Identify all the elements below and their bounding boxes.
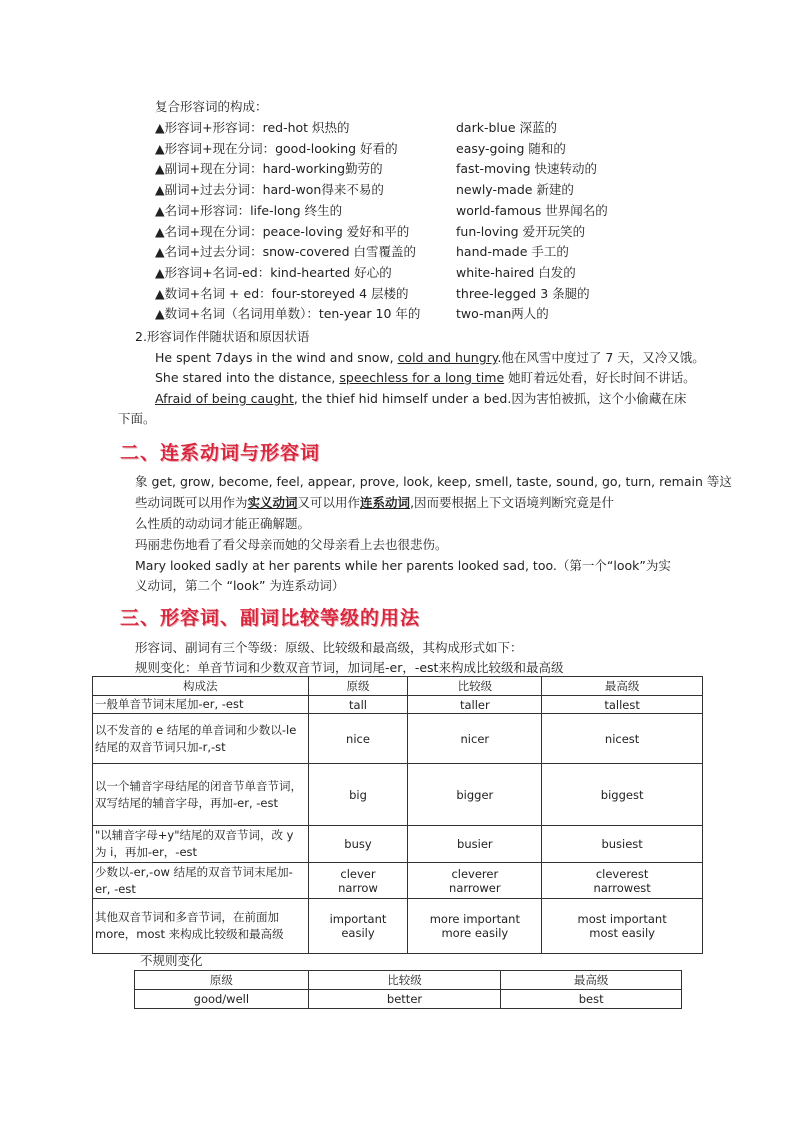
cell-rule: 其他双音节词和多音节词，在前面加 more，most 来构成比较级和最高级 (93, 899, 309, 954)
irr-cell-pos: good/well (135, 990, 309, 1009)
compound-right: white-haired 白发的 (456, 264, 576, 280)
compound-left: ▲副词+过去分词：hard-won得来不易的 (155, 182, 384, 198)
cell-sup: cleverest narrowest (542, 863, 703, 899)
cell-sup: most important most easily (542, 899, 703, 954)
example-3-cont: 下面。 (118, 411, 156, 426)
table-row (93, 826, 703, 863)
irr-header-superlative: 最高级 (501, 971, 682, 990)
cell-sup: biggest (542, 764, 703, 826)
cell-pos: nice (308, 714, 408, 764)
irr-cell-comp: better (308, 990, 501, 1009)
table-row (93, 714, 703, 764)
example-2: She stared into the distance, speechless for a long time 她盯着远处看，好长时间不讲话。 (155, 370, 696, 385)
table-row (93, 863, 703, 899)
table-header-row (93, 677, 703, 696)
compound-left: ▲数词+名词（名词用单数）：ten-year 10 年的 (155, 306, 421, 322)
compound-left: ▲数词+名词 + ed：four-storeyed 4 层楼的 (155, 285, 409, 301)
compound-right: newly-made 新建的 (456, 182, 574, 198)
cell-rule: 以一个辅音字母结尾的闭音节单音节词，双写结尾的辅音字母，再加-er, -est (93, 764, 309, 826)
irr-row (135, 990, 682, 1009)
header-superlative: 最高级 (542, 677, 703, 696)
irr-cell-sup: best (501, 990, 682, 1009)
comparison-table (92, 676, 703, 954)
section2-p2: 些动词既可以用作为实义动词又可以用作连系动词,因而要根据上下文语境判断究竟是什 (135, 495, 615, 510)
compound-left: ▲形容词+名词-ed：kind-hearted 好心的 (155, 264, 392, 280)
cell-pos: busy (308, 826, 408, 863)
compound-right: hand-made 手工的 (456, 244, 569, 260)
section3-intro2: 规则变化：单音节词和少数双音节词，加词尾-er，-est来构成比较级和最高级 (135, 660, 564, 675)
compound-right: dark-blue 深蓝的 (456, 120, 557, 135)
compound-left: ▲形容词+形容词：red-hot 炽热的 (155, 120, 350, 135)
irr-header-positive: 原级 (135, 971, 309, 990)
header-comparative: 比较级 (408, 677, 542, 696)
compound-right: world-famous 世界闻名的 (456, 202, 608, 218)
cell-pos: clever narrow (308, 863, 408, 899)
compound-left: ▲形容词+现在分词：good-looking 好看的 (155, 140, 398, 156)
cell-rule: 少数以-er,-ow 结尾的双音节词末尾加-er, -est (93, 863, 309, 899)
cell-rule: 一般单音节词末尾加-er, -est (93, 696, 309, 714)
cell-rule: "以辅音字母+y"结尾的双音节词，改 y 为 i，再加-er，-est (93, 826, 309, 863)
compound-right: easy-going 随和的 (456, 140, 566, 156)
section3-title: 三、形容词、副词比较等级的用法 (120, 607, 421, 629)
cell-comp: more important more easily (408, 899, 542, 954)
header-positive: 原级 (308, 677, 408, 696)
example-3: Afraid of being caught, the thief hid himself under a bed.因为害怕被抓，这个小偷藏在床 (155, 391, 687, 406)
table-row (93, 899, 703, 954)
table-row (93, 764, 703, 826)
section2-p4: 玛丽悲伤地看了看父母亲而她的父母亲看上去也很悲伤。 (135, 537, 448, 552)
compound-left: ▲名词+现在分词：peace-loving 爱好和平的 (155, 223, 410, 239)
irregular-table (134, 970, 682, 1009)
cell-comp: taller (408, 696, 542, 714)
cell-sup: nicest (542, 714, 703, 764)
cell-sup: busiest (542, 826, 703, 863)
compound-right: three-legged 3 条腿的 (456, 285, 590, 301)
cell-pos: important easily (308, 899, 408, 954)
cell-comp: busier (408, 826, 542, 863)
section3-intro1: 形容词、副词有三个等级：原级、比较级和最高级，其构成形式如下： (135, 640, 523, 655)
irr-header-comparative: 比较级 (308, 971, 501, 990)
compound-left: ▲副词+现在分词：hard-working勤劳的 (155, 161, 383, 177)
cell-comp: nicer (408, 714, 542, 764)
table-row (93, 696, 703, 714)
section2-p5: Mary looked sadly at her parents while her parents looked sad, too.（第一个“look”为实 (135, 558, 671, 573)
cell-pos: big (308, 764, 408, 826)
cell-rule: 以不发音的 e 结尾的单音词和少数以-le 结尾的双音节词只加-r,-st (93, 714, 309, 764)
cell-sup: tallest (542, 696, 703, 714)
irregular-label: 不规则变化 (140, 953, 203, 968)
cell-pos: tall (308, 696, 408, 714)
compound-left: ▲名词+过去分词：snow-covered 白雪覆盖的 (155, 244, 416, 260)
adverbial-heading: 2.形容词作伴随状语和原因状语 (135, 329, 310, 344)
compound-right: two-man两人的 (456, 306, 549, 322)
section2-p6: 义动词，第二个 “look” 为连系动词） (135, 578, 345, 593)
compound-left: ▲名词+形容词：life-long 终生的 (155, 202, 343, 218)
compound-right: fast-moving 快速转动的 (456, 161, 598, 177)
section2-p1: 象 get, grow, become, feel, appear, prove, look, keep, smell, taste, sound, go, turn, remain 等这 (135, 474, 732, 489)
section2-title: 二、连系动词与形容词 (120, 442, 321, 464)
cell-comp: cleverer narrower (408, 863, 542, 899)
irr-header-row (135, 971, 682, 990)
section2-p3: 么性质的动动词才能正确解题。 (135, 516, 311, 531)
compound-heading: 复合形容词的构成： (155, 99, 268, 114)
compound-right: fun-loving 爱开玩笑的 (456, 223, 586, 239)
cell-comp: bigger (408, 764, 542, 826)
header-rule: 构成法 (93, 677, 309, 696)
example-1: He spent 7days in the wind and snow, cold and hungry.他在风雪中度过了 7 天，又冷又饿。 (155, 350, 705, 365)
